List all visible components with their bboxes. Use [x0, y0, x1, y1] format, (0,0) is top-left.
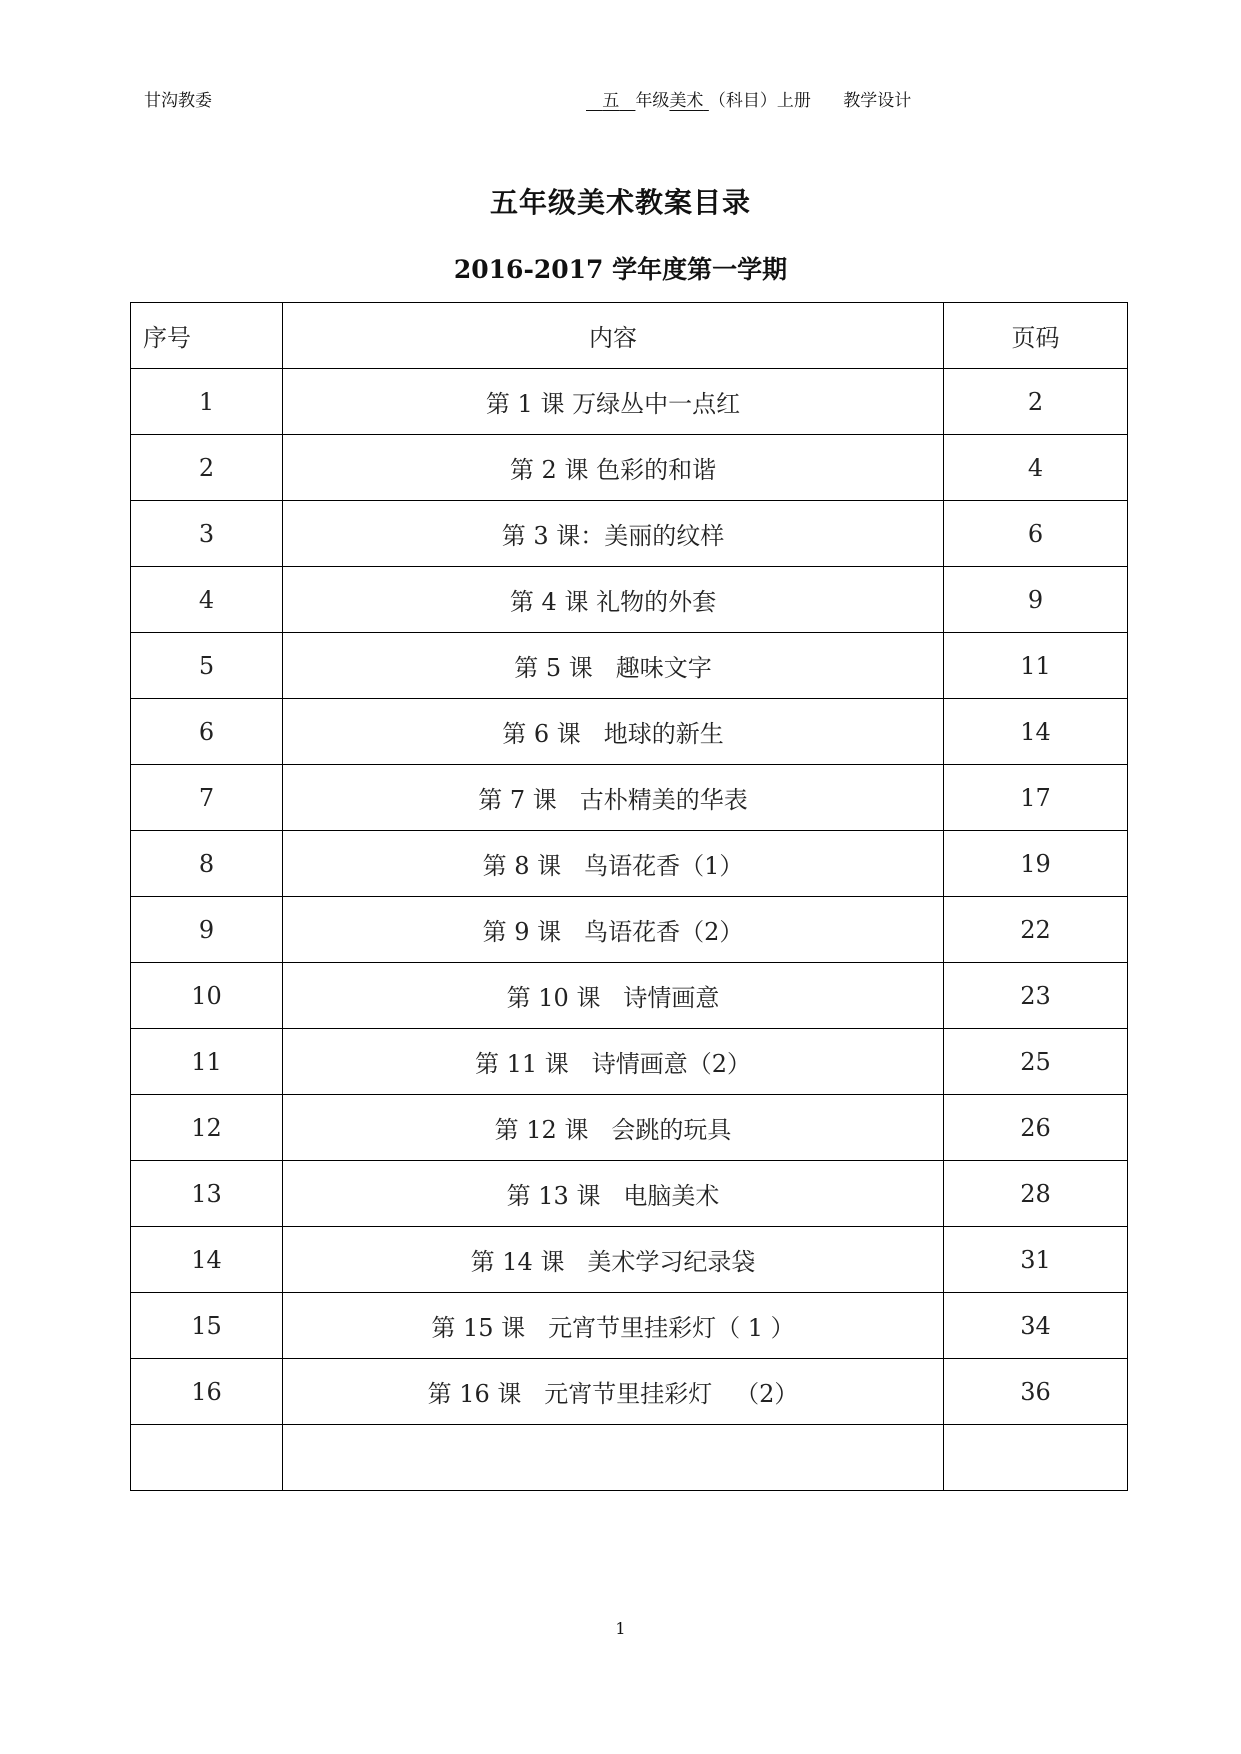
row-content	[283, 1425, 944, 1491]
table-header-row	[131, 303, 1128, 369]
row-page: 17	[944, 765, 1128, 831]
header-organization: 甘沟教委	[144, 91, 212, 111]
header-content: 内容	[283, 303, 944, 369]
row-page: 11	[944, 633, 1128, 699]
table-row	[131, 897, 1128, 963]
row-seq	[131, 1425, 283, 1491]
row-content: 第 13 课 电脑美术	[283, 1161, 944, 1227]
row-content: 第 3 课：美丽的纹样	[283, 501, 944, 567]
row-page: 14	[944, 699, 1128, 765]
row-page	[944, 1425, 1128, 1491]
row-page: 19	[944, 831, 1128, 897]
header-subject-note: （科目）上册	[708, 91, 811, 111]
row-seq: 5	[131, 633, 283, 699]
header-grade-suffix: 年级	[635, 91, 670, 111]
table-row	[131, 963, 1128, 1029]
row-page: 36	[944, 1359, 1128, 1425]
table-row	[131, 501, 1128, 567]
row-seq: 15	[131, 1293, 283, 1359]
document-subtitle: 2016-2017 学年度第一学期	[453, 255, 788, 284]
table-row	[131, 1425, 1128, 1491]
document-title: 五年级美术教案目录	[489, 186, 751, 219]
row-seq: 16	[131, 1359, 283, 1425]
table-row	[131, 1161, 1128, 1227]
row-content: 第 9 课 鸟语花香（2）	[283, 897, 944, 963]
row-seq: 3	[131, 501, 283, 567]
table-row	[131, 831, 1128, 897]
row-seq: 11	[131, 1029, 283, 1095]
table-row	[131, 567, 1128, 633]
row-seq: 7	[131, 765, 283, 831]
row-seq: 14	[131, 1227, 283, 1293]
row-seq: 13	[131, 1161, 283, 1227]
row-content: 第 15 课 元宵节里挂彩灯（ 1 ）	[283, 1293, 944, 1359]
row-page: 9	[944, 567, 1128, 633]
row-page: 2	[944, 369, 1128, 435]
row-content: 第 8 课 鸟语花香（1）	[283, 831, 944, 897]
table-row	[131, 1293, 1128, 1359]
table-row	[131, 435, 1128, 501]
table-row	[131, 1227, 1128, 1293]
header-course-info	[586, 90, 911, 112]
row-page: 34	[944, 1293, 1128, 1359]
row-page: 22	[944, 897, 1128, 963]
row-content: 第 14 课 美术学习纪录袋	[283, 1227, 944, 1293]
row-content: 第 16 课 元宵节里挂彩灯 （2）	[283, 1359, 944, 1425]
table-row	[131, 1029, 1128, 1095]
header-page: 页码	[944, 303, 1128, 369]
table-row	[131, 699, 1128, 765]
row-seq: 4	[131, 567, 283, 633]
row-seq: 9	[131, 897, 283, 963]
row-page: 28	[944, 1161, 1128, 1227]
table-row	[131, 369, 1128, 435]
table-row	[131, 1095, 1128, 1161]
row-page: 31	[944, 1227, 1128, 1293]
row-page: 25	[944, 1029, 1128, 1095]
page-number: 1	[615, 1619, 626, 1638]
row-page: 26	[944, 1095, 1128, 1161]
row-content: 第 2 课 色彩的和谐	[283, 435, 944, 501]
row-seq: 6	[131, 699, 283, 765]
row-seq: 12	[131, 1095, 283, 1161]
row-page: 23	[944, 963, 1128, 1029]
table-row	[131, 765, 1128, 831]
row-content: 第 6 课 地球的新生	[283, 699, 944, 765]
header-doc-type: 教学设计	[843, 91, 912, 111]
header-grade: 五	[602, 91, 620, 111]
row-content: 第 4 课 礼物的外套	[283, 567, 944, 633]
row-seq: 2	[131, 435, 283, 501]
row-content: 第 7 课 古朴精美的华表	[283, 765, 944, 831]
row-page: 6	[944, 501, 1128, 567]
row-content: 第 5 课 趣味文字	[283, 633, 944, 699]
header-seq: 序号	[131, 303, 283, 369]
contents-table	[130, 302, 1128, 1491]
row-seq: 1	[131, 369, 283, 435]
row-seq: 8	[131, 831, 283, 897]
row-page: 4	[944, 435, 1128, 501]
row-content: 第 11 课 诗情画意（2）	[283, 1029, 944, 1095]
row-content: 第 12 课 会跳的玩具	[283, 1095, 944, 1161]
header-subject: 美术	[669, 91, 704, 111]
row-content: 第 1 课 万绿丛中一点红	[283, 369, 944, 435]
row-seq: 10	[131, 963, 283, 1029]
row-content: 第 10 课 诗情画意	[283, 963, 944, 1029]
table-row	[131, 633, 1128, 699]
table-row	[131, 1359, 1128, 1425]
